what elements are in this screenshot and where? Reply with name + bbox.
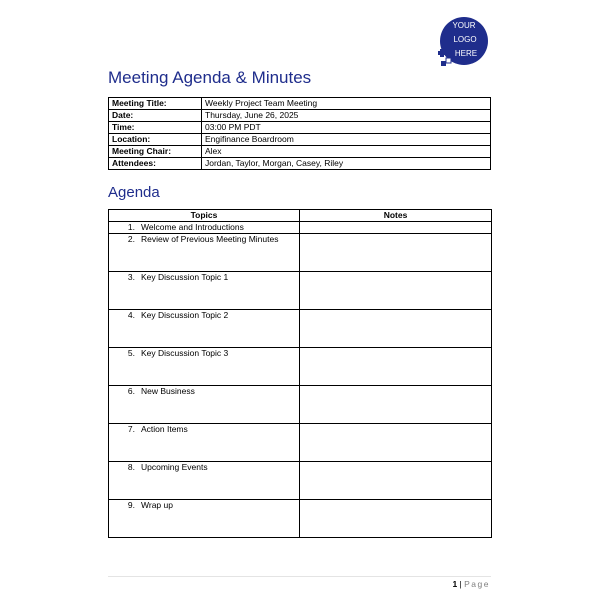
page-number-separator: | — [459, 579, 462, 589]
agenda-topic — [109, 386, 300, 424]
agenda-heading: Agenda — [108, 184, 160, 201]
footer-divider — [108, 576, 491, 577]
meta-row-title — [109, 98, 491, 110]
logo-text-line3: HERE — [454, 49, 478, 58]
agenda-topic — [109, 348, 300, 386]
meta-label: Location: — [109, 134, 202, 146]
agenda-item-number: 1. — [127, 222, 135, 232]
agenda-notes-cell[interactable] — [300, 424, 492, 462]
agenda-item-label: New Business — [141, 386, 195, 396]
agenda-item-number: 3. — [127, 272, 135, 282]
meta-row-chair — [109, 146, 491, 158]
agenda-item-number: 7. — [127, 424, 135, 434]
meta-row-date — [109, 110, 491, 122]
agenda-item-label: Welcome and Introductions — [141, 222, 244, 232]
agenda-row — [109, 500, 492, 538]
agenda-item-number: 6. — [127, 386, 135, 396]
meta-value: 03:00 PM PDT — [202, 122, 491, 134]
agenda-notes-cell[interactable] — [300, 310, 492, 348]
agenda-topic — [109, 424, 300, 462]
meta-label: Time: — [109, 122, 202, 134]
document-title: Meeting Agenda & Minutes — [108, 68, 312, 87]
agenda-item-number: 4. — [127, 310, 135, 320]
agenda-row — [109, 348, 492, 386]
page-number — [452, 579, 490, 589]
agenda-item-label: Review of Previous Meeting Minutes — [141, 234, 279, 244]
agenda-topic — [109, 222, 300, 234]
topics-column-header: Topics — [109, 210, 300, 222]
meta-label: Meeting Title: — [109, 98, 202, 110]
agenda-topic — [109, 462, 300, 500]
agenda-topic — [109, 272, 300, 310]
agenda-row — [109, 386, 492, 424]
agenda-notes-cell[interactable] — [300, 222, 492, 234]
meta-value: Thursday, June 26, 2025 — [202, 110, 491, 122]
page-word: Page — [464, 579, 490, 589]
meta-value: Weekly Project Team Meeting — [202, 98, 491, 110]
meta-row-attendees — [109, 158, 491, 170]
agenda-item-label: Key Discussion Topic 2 — [141, 310, 229, 320]
agenda-row — [109, 424, 492, 462]
page-number-value: 1 — [452, 579, 458, 589]
agenda-row — [109, 310, 492, 348]
meta-value: Engifinance Boardroom — [202, 134, 491, 146]
agenda-table — [108, 209, 492, 538]
agenda-row — [109, 234, 492, 272]
agenda-item-number: 5. — [127, 348, 135, 358]
agenda-notes-cell[interactable] — [300, 500, 492, 538]
agenda-notes-cell[interactable] — [300, 462, 492, 500]
agenda-topic — [109, 234, 300, 272]
agenda-item-number: 2. — [127, 234, 135, 244]
agenda-notes-cell[interactable] — [300, 348, 492, 386]
agenda-row — [109, 222, 492, 234]
meta-row-time — [109, 122, 491, 134]
meta-label: Meeting Chair: — [109, 146, 202, 158]
agenda-notes-cell[interactable] — [300, 234, 492, 272]
agenda-item-label: Upcoming Events — [141, 462, 208, 472]
notes-column-header: Notes — [300, 210, 492, 222]
agenda-item-number: 8. — [127, 462, 135, 472]
meta-value: Alex — [202, 146, 491, 158]
agenda-header-row — [109, 210, 492, 222]
agenda-row — [109, 272, 492, 310]
logo-placeholder — [437, 14, 491, 68]
agenda-item-number: 9. — [127, 500, 135, 510]
meta-value: Jordan, Taylor, Morgan, Casey, Riley — [202, 158, 491, 170]
logo-text-line1: YOUR — [452, 21, 476, 30]
agenda-row — [109, 462, 492, 500]
meta-label: Attendees: — [109, 158, 202, 170]
meeting-info-table — [108, 97, 491, 170]
logo-text-line2: LOGO — [453, 35, 477, 44]
meta-row-location — [109, 134, 491, 146]
agenda-topic — [109, 500, 300, 538]
agenda-item-label: Key Discussion Topic 1 — [141, 272, 229, 282]
agenda-item-label: Key Discussion Topic 3 — [141, 348, 229, 358]
meta-label: Date: — [109, 110, 202, 122]
agenda-item-label: Wrap up — [141, 500, 173, 510]
agenda-topic — [109, 310, 300, 348]
agenda-notes-cell[interactable] — [300, 386, 492, 424]
agenda-notes-cell[interactable] — [300, 272, 492, 310]
agenda-item-label: Action Items — [141, 424, 188, 434]
